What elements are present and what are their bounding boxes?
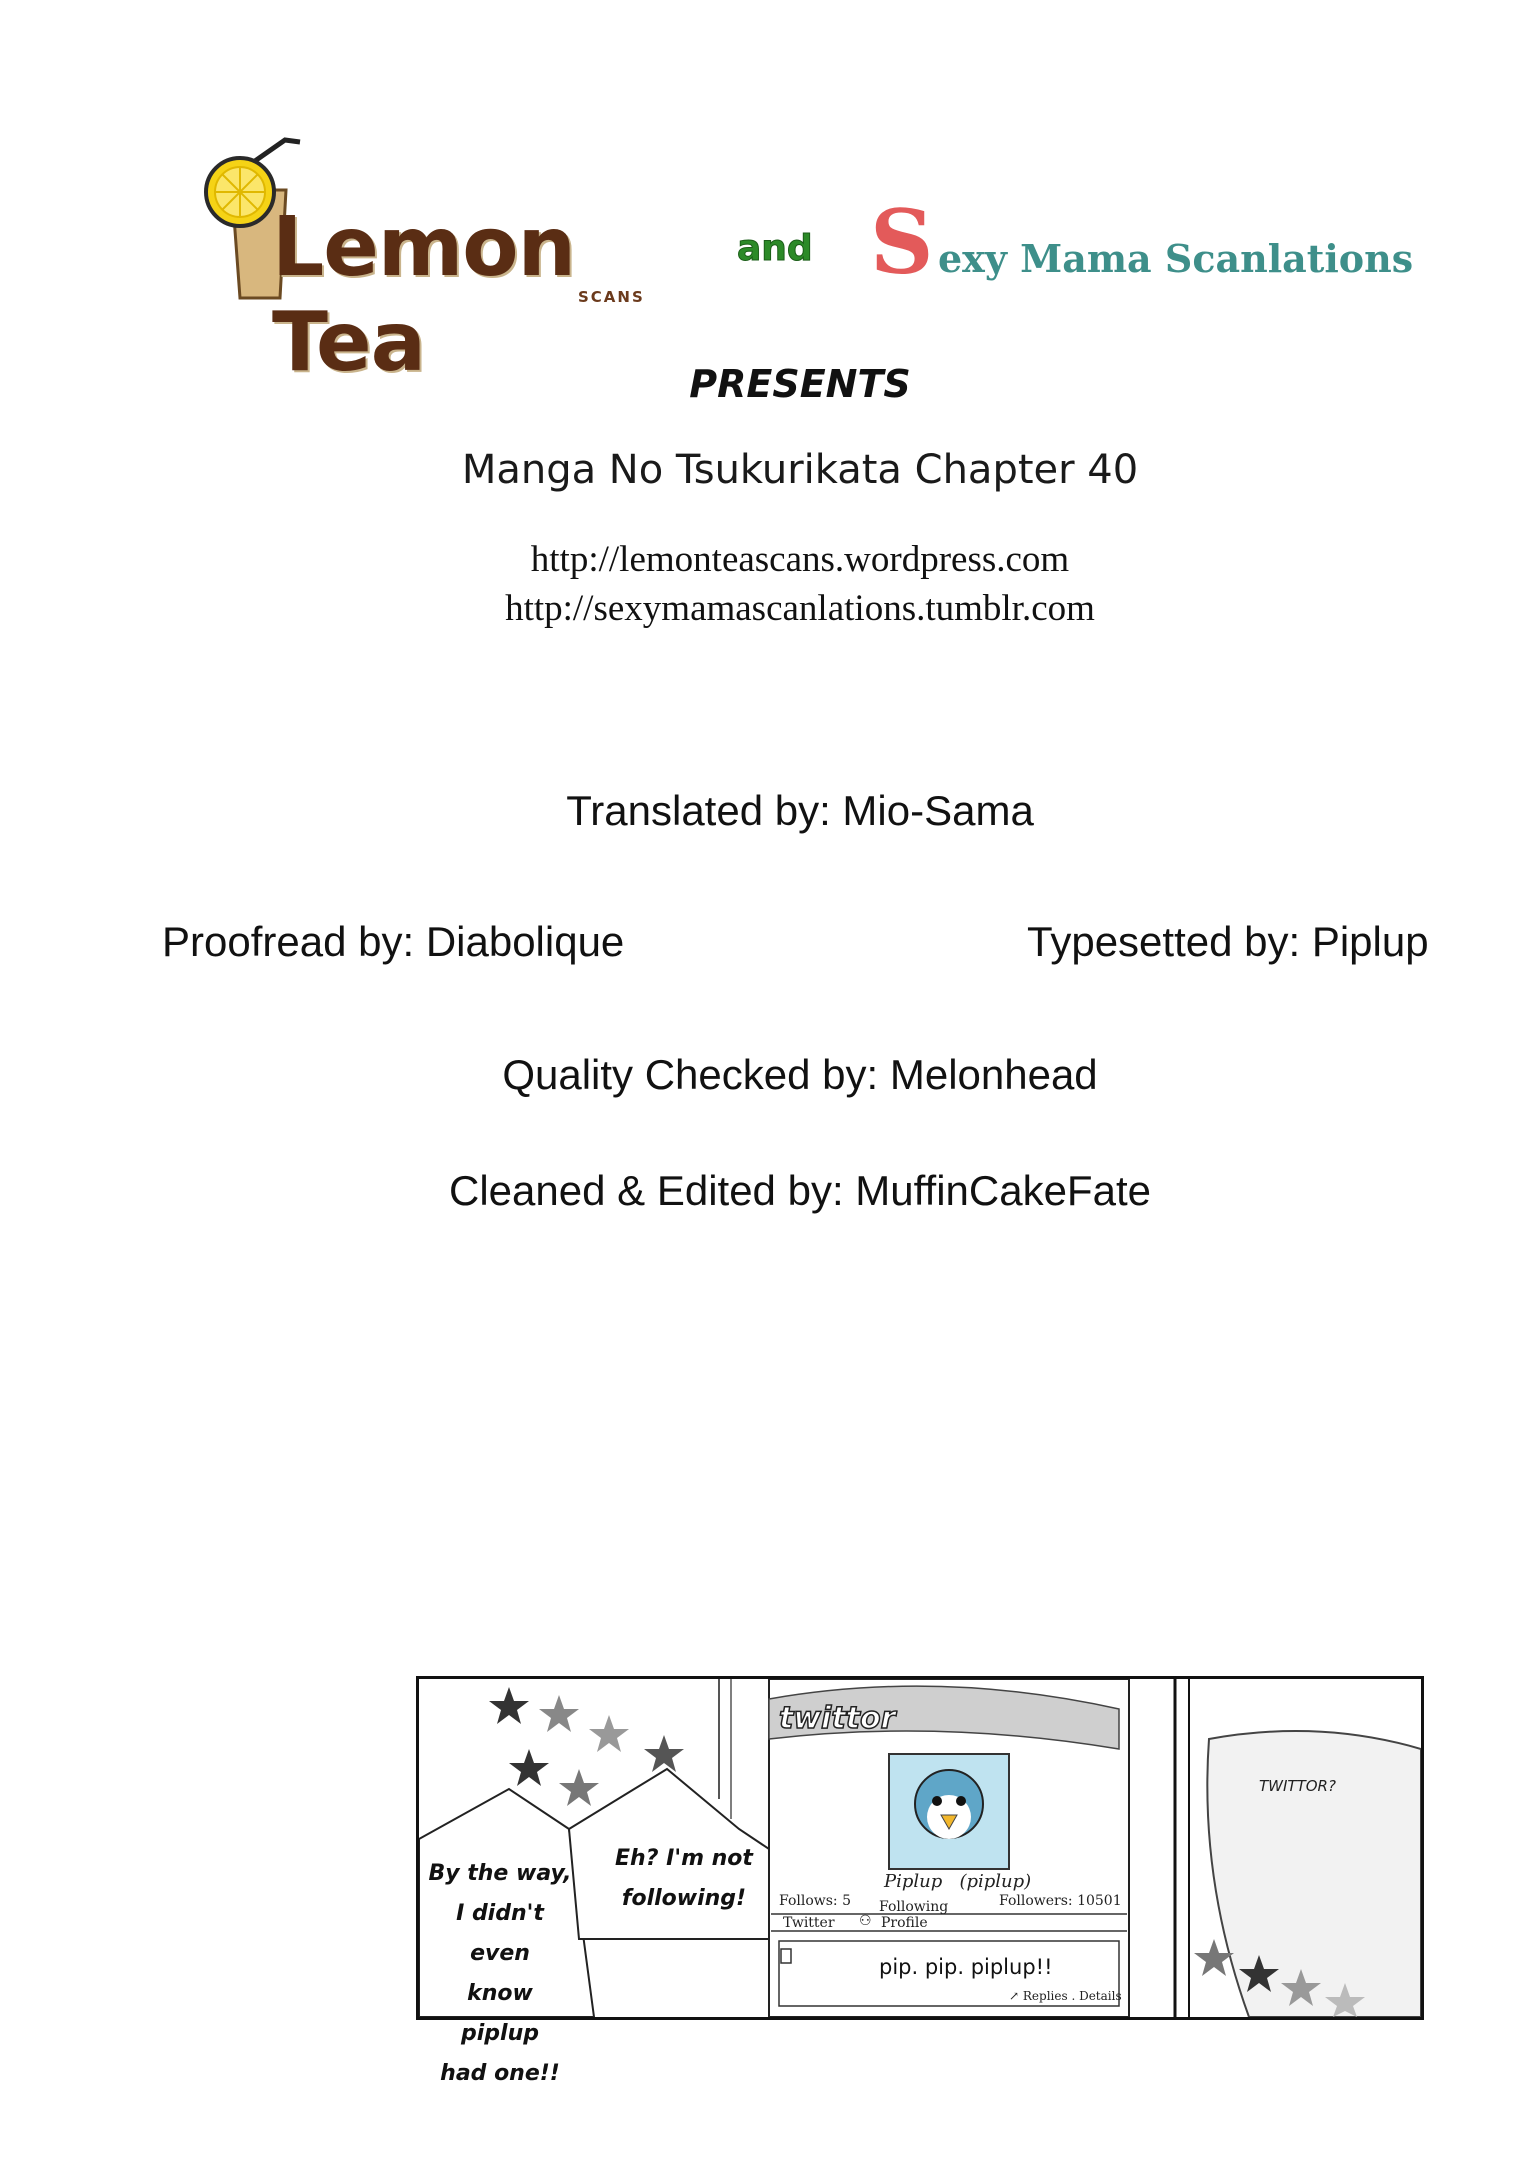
people-icon: ⚇ [859, 1913, 872, 1929]
lemon-tea-logo [190, 130, 710, 390]
following-label[interactable]: Following [879, 1899, 949, 1915]
twittor-site-logo: twittor [779, 1701, 896, 1736]
tweet-footer-label: Replies . Details [1022, 1989, 1122, 2003]
twittor-caption: TWITTOR? [1259, 1777, 1336, 1795]
credit-cleaned-edited: Cleaned & Edited by: MuffinCakeFate [449, 1167, 1151, 1214]
bubble-left-line-2: I didn't even [456, 1901, 544, 1966]
bubble-mid-line-2: following! [621, 1886, 747, 1911]
tweet-text: pip. pip. piplup!! [879, 1955, 1053, 1979]
lemon-tea-subtitle: SCANS [578, 288, 645, 306]
twitter-user-name [884, 1871, 1031, 1892]
chapter-title: Manga No Tsukurikata Chapter 40 [461, 447, 1139, 493]
follows-count: Follows: 5 [779, 1893, 852, 1909]
lemon-tea-wordmark: Lemon Tea [272, 200, 576, 390]
bubble-left-line-3: know piplup [461, 1981, 539, 2046]
speech-bubble-left [425, 1854, 575, 2094]
bubble-left-line-4: had one!! [440, 2061, 560, 2086]
followers-count: Followers: 10501 [999, 1893, 1122, 1909]
bubble-left-line-1: By the way, [428, 1861, 572, 1886]
credit-translated: Translated by: Mio-Sama [566, 787, 1034, 834]
speech-bubble-middle [599, 1839, 769, 1919]
credit-typesetted: Typesetted by: Piplup [1027, 918, 1429, 965]
tab-twitter[interactable]: Twitter [783, 1915, 835, 1931]
logo-connector: and [737, 228, 813, 269]
tab-profile[interactable]: Profile [881, 1915, 928, 1931]
sexy-mama-wordmark: exy Mama Scanlations [938, 236, 1414, 281]
sexy-mama-initial: S [870, 190, 934, 294]
credit-quality-checked: Quality Checked by: Melonhead [502, 1051, 1098, 1098]
bubble-mid-line-1: Eh? I'm not [615, 1846, 753, 1871]
url-sexymama[interactable]: http://sexymamascanlations.tumblr.com [505, 588, 1095, 629]
manga-panel [416, 1676, 1424, 2086]
credit-proofread: Proofread by: Diabolique [162, 918, 625, 965]
tweet-footer[interactable]: ↗ Replies . Details [1009, 1989, 1122, 2003]
user-handle: (piplup) [959, 1871, 1032, 1892]
url-lemontea[interactable]: http://lemonteascans.wordpress.com [530, 539, 1070, 580]
user-name: Piplup [884, 1871, 943, 1892]
presents-heading: PRESENTS [689, 362, 911, 406]
